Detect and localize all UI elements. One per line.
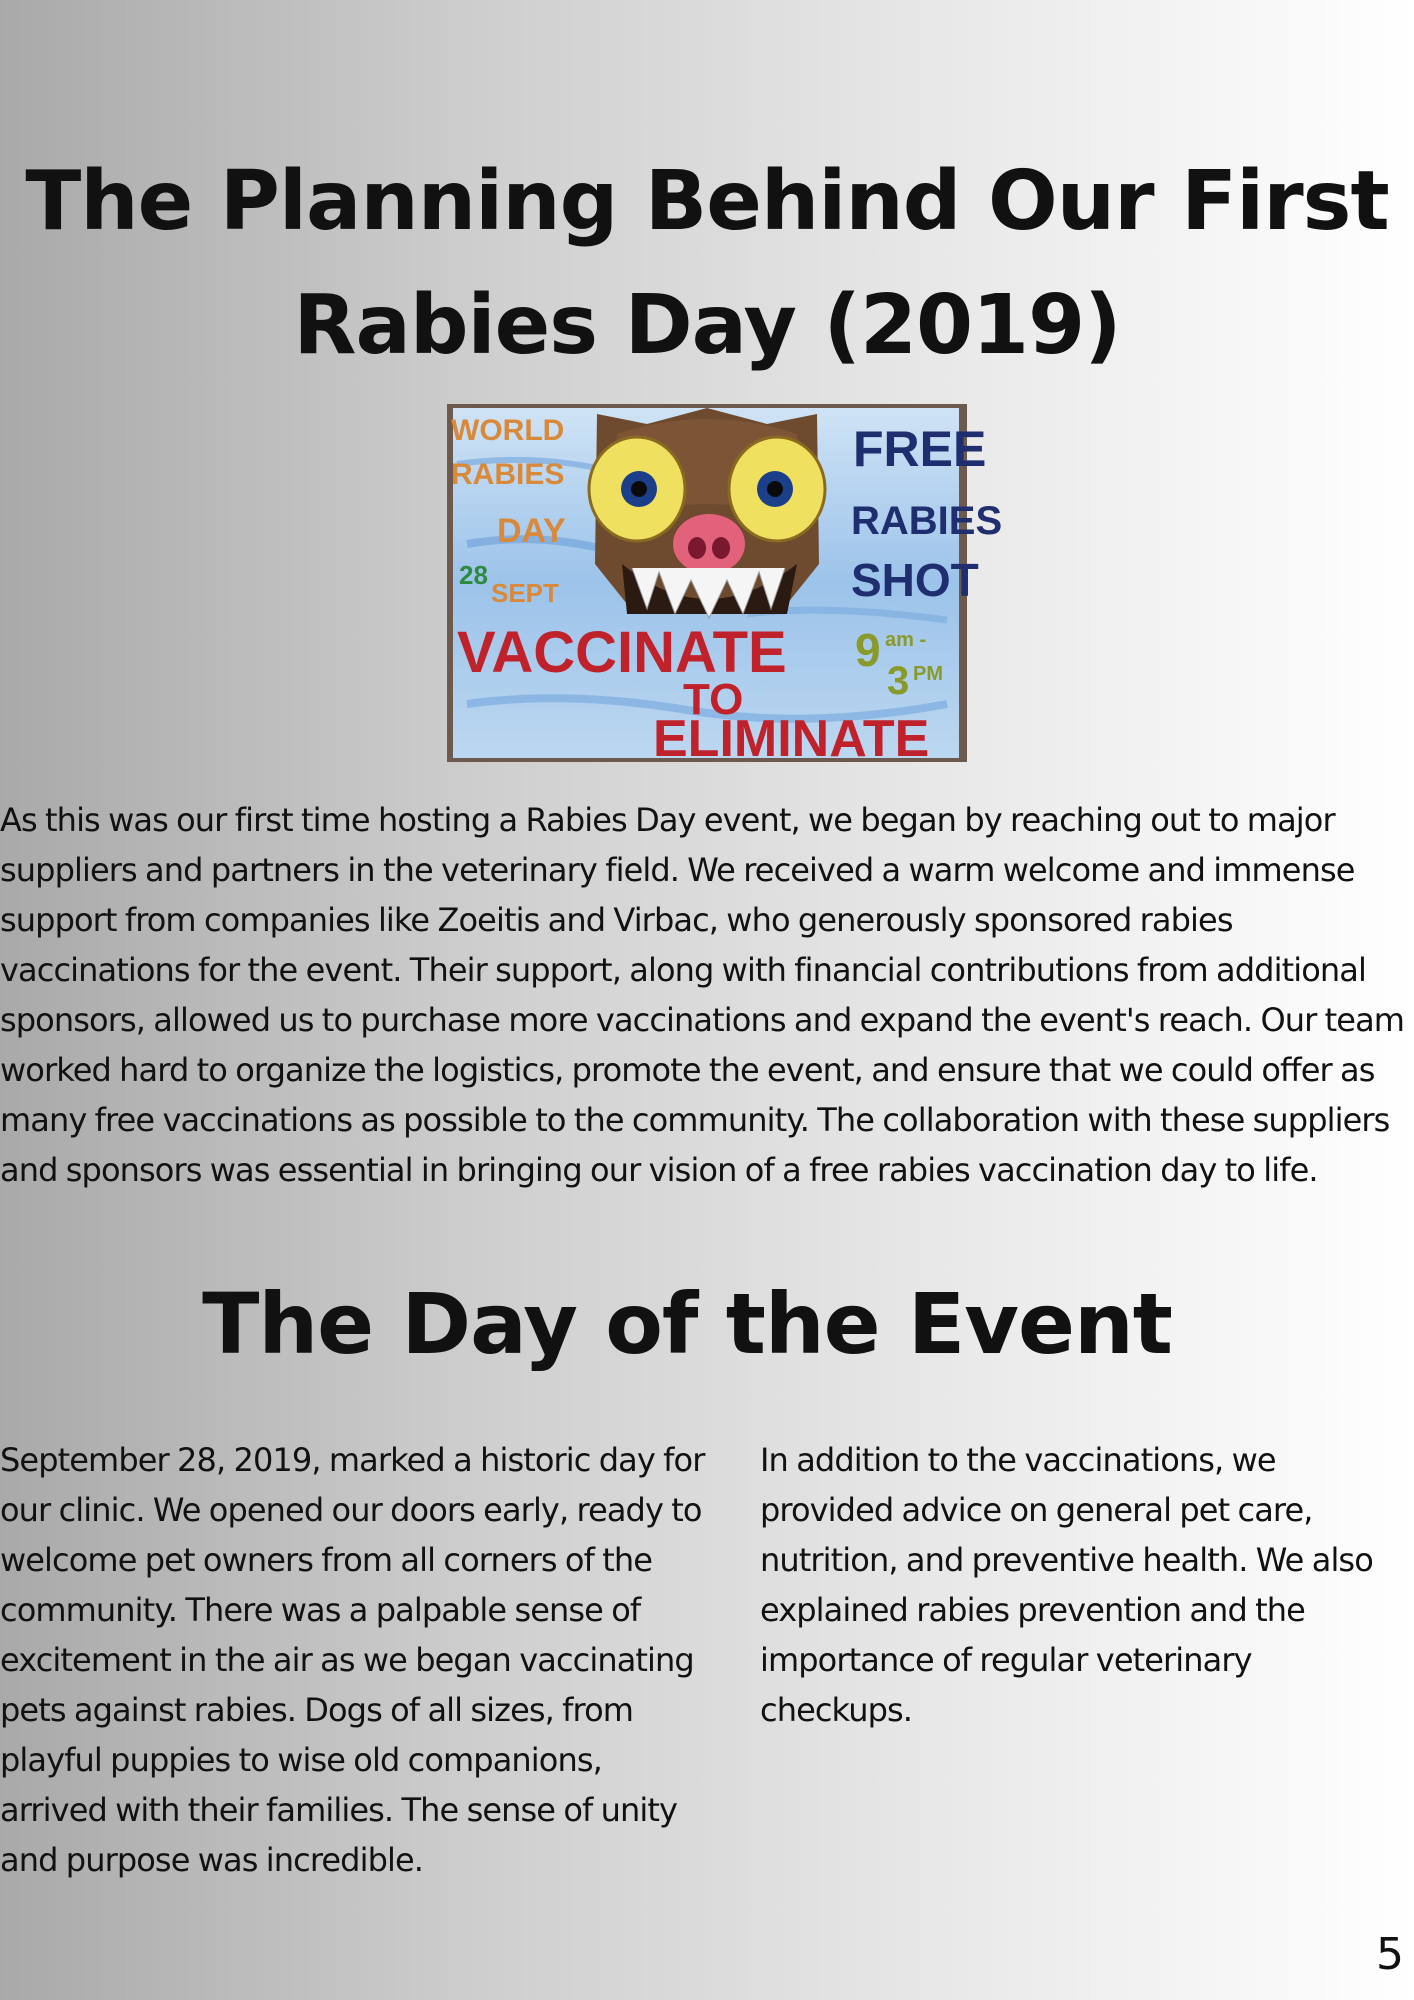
poster-date-number: 28 xyxy=(459,560,488,590)
event-day-paragraph: September 28, 2019, marked a historic day for our clinic. We opened our doors early, ready to welcome pet owners from all corners of the community. There was a palpable sense of excitement in the air as we began vaccinating pets against rabies. Dogs of all sizes, from playful puppies to wise old companions, arrived with their families. The sense of unity and purpose was incredible. xyxy=(0,1441,705,1879)
rabies-day-poster xyxy=(447,404,1003,768)
section-title: The Day of the Event xyxy=(202,1275,1172,1373)
intro-paragraph: As this was our first time hosting a Rabies Day event, we began by reaching out to major suppliers and partners in the veterinary field. We received a warm welcome and immense support from companies like Zoeitis and Virbac, who generously sponsored rabies vaccinations for the event. Their support, along with financial contributions from additional sponsors, allowed us to purchase more vaccinations and expand the event's reach. Our team worked hard to organize the logistics, promote the event, and ensure that we could offer as many free vaccinations as possible to the community. The collaboration with these suppliers and sponsors was essential in bringing our vision of a free rabies vaccination day to life. xyxy=(0,801,1405,1189)
poster-world-label: WORLD xyxy=(451,414,565,447)
page-title: The Planning Behind Our First Rabies Day (2019) xyxy=(25,154,1389,373)
page-number: 5 xyxy=(1376,1929,1404,1980)
poster-time-pm: PM xyxy=(913,663,943,685)
poster-time-start: 9 xyxy=(855,624,881,676)
poster-rabies-label: RABIES xyxy=(451,458,565,491)
poster-illustration xyxy=(447,404,1003,768)
poster-time-am: am - xyxy=(885,629,927,651)
poster-shot-label: SHOT xyxy=(851,554,979,606)
poster-rabies-right-label: RABIES xyxy=(851,499,1003,543)
additional-services-paragraph: In addition to the vaccinations, we provided advice on general pet care, nutrition, and preventive health. We also explained rabies prevention and the importance of regular veterinary checkups. xyxy=(760,1441,1373,1729)
poster-slogan-vaccinate: VACCINATE xyxy=(457,620,787,685)
poster-sept-label: SEPT xyxy=(491,578,559,608)
poster-day-label: DAY xyxy=(497,512,566,550)
poster-slogan-to: TO xyxy=(683,675,744,724)
poster-free-label: FREE xyxy=(853,421,987,477)
poster-slogan-eliminate: ELIMINATE xyxy=(653,710,930,768)
poster-time-end: 3 xyxy=(887,659,910,703)
